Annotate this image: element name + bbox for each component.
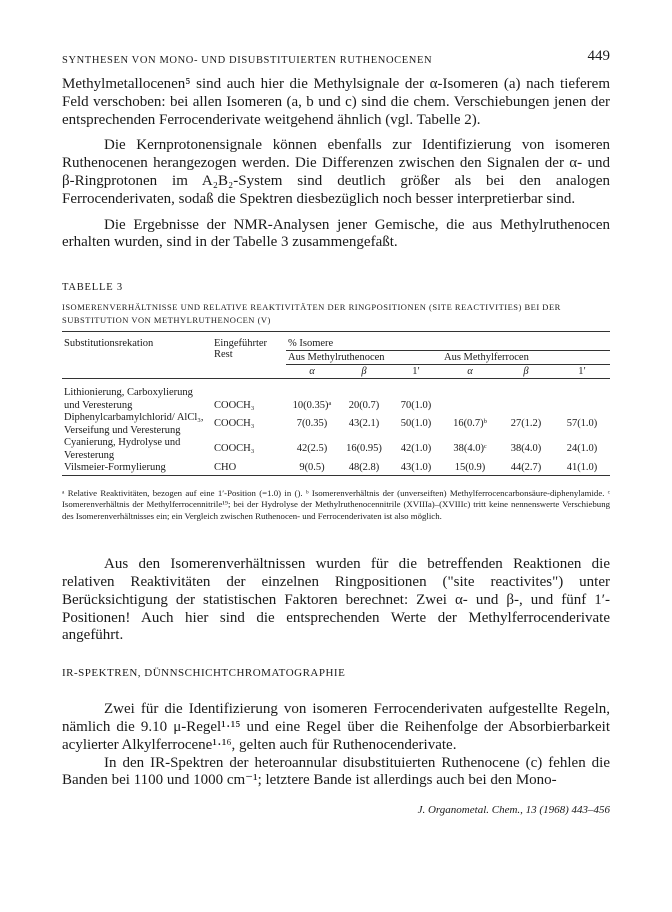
cell-reaction: Lithionierung, Carboxylierung und Veresterung — [64, 387, 193, 411]
table-body — [62, 379, 610, 476]
cell-fe-alpha: 38(4.0)ᶜ — [453, 443, 487, 455]
section-heading: IR-SPEKTREN, DÜNNSCHICHTCHROMATOGRAPHIE — [62, 667, 346, 680]
page-number: 449 — [587, 48, 610, 64]
cell-fe-prime — [554, 379, 610, 413]
cell-ru-beta: 48(2.8) — [338, 462, 390, 475]
header-ru-prime: 1′ — [390, 365, 442, 379]
header-reaction: Substitutionsrekation — [62, 332, 212, 379]
cell-ru-prime: 43(1.0) — [390, 462, 442, 475]
header-ru-beta: β — [338, 365, 390, 379]
table-row — [62, 379, 610, 413]
cell-ru-beta: 20(0.7) — [348, 399, 380, 411]
table-caption: TABELLE 3 — [62, 282, 123, 294]
paragraph-2: Die Kernprotonensignale können ebenfalls zur Identifizierung von isomeren Ruthenocenen herangezogen werden. Die Differenzen zwischen den Signalen der α- und β-Ringprotonen im A₂B₂-System sind deutlich größer als bei den analogen Ferrocenderivaten, sodaß die Spektren diesbezüglich noch besser interpretierbar sind. — [62, 137, 610, 207]
page — [62, 48, 610, 817]
cell-fe-beta: 44(2.7) — [498, 462, 554, 475]
header-group-ru: Aus Methylruthenocen — [286, 351, 442, 365]
cell-reaction: Cyanierung, Hydrolyse und Veresterung — [64, 437, 181, 461]
paragraph-3: Die Ergebnisse der NMR-Analysen jener Gemische, die aus Methylruthenocen erhalten wurden, sind in der Tabelle 3 zusammengefaßt. — [62, 216, 610, 251]
cell-ru-alpha: 7(0.35) — [296, 418, 328, 430]
cell-rest: COOCH₃ — [214, 418, 255, 430]
cell-fe-alpha: 16(0.7)ᵇ — [453, 418, 487, 430]
header-fe-prime: 1′ — [554, 365, 610, 379]
table-row — [62, 462, 610, 475]
cell-ru-beta: 16(0.95) — [346, 443, 382, 455]
cell-rest: COOCH₃ — [214, 443, 255, 455]
cell-rest: CHO — [212, 462, 286, 475]
running-title: SYNTHESEN VON MONO- UND DISUBSTITUIERTEN RUTHENOCENEN — [62, 55, 433, 66]
cell-reaction: Diphenylcarbamylchlorid/ AlCl₃, Verseifung und Veresterung — [64, 412, 204, 436]
cell-ru-prime: 42(1.0) — [400, 443, 432, 455]
cell-ru-alpha: 10(0.35)ᵃ — [292, 399, 332, 411]
header-isomere: % Isomere — [286, 332, 610, 351]
cell-ru-beta: 43(2.1) — [348, 418, 380, 430]
cell-ru-prime: 50(1.0) — [400, 418, 432, 430]
cell-fe-alpha: 15(0.9) — [442, 462, 498, 475]
paragraph-6: In den IR-Spektren der heteroannular disubstituierten Ruthenocene (c) fehlen die Banden bei 1100 und 1000 cm⁻¹; letztere Bande ist allerdings auch bei den Mono- — [62, 754, 610, 789]
isomer-table — [62, 331, 610, 476]
header-fe-alpha: α — [442, 365, 498, 379]
table-subtitle: ISOMERENVERHÄLTNISSE UND RELATIVE REAKTIVITÄTEN DER RINGPOSITIONEN (SITE REACTIVITIES) BEI DER SUBSTITUTION VON METHYLRUTHENOCEN (V) — [62, 302, 561, 326]
cell-ru-prime: 70(1.0) — [400, 399, 432, 411]
paragraph-1: Methylmetallocenen⁵ sind auch hier die Methylsignale der α-Isomeren (a) nach tieferem Feld verschoben: bei allen Isomeren (a, b und c) sind die chem. Verschiebungen jenen der entsprechenden Ferrocenderivate weitgehend ähnlich (vgl. Tabelle 2). — [62, 76, 610, 128]
cell-fe-prime: 41(1.0) — [554, 462, 610, 475]
cell-fe-prime: 57(1.0) — [566, 418, 598, 430]
header-group-fe: Aus Methylferrocen — [442, 351, 610, 365]
header-ru-alpha: α — [286, 365, 338, 379]
table-footnote: ᵃ Relative Reaktivitäten, bezogen auf eine 1′-Position (=1.0) in (). ᵇ Isomerenverhältnis der (unverseiften) Methylferrocencarbonsäure-diphenylamide. ᶜ Isomerenverhältnis der Methylferrocennitrile¹⁹; bei der Hydrolyse der Methylruthenocennitrile (XVIIIa)–(XVIIIc) tritt keine nennenswerte Verschiebung des Isomerenverhältnisses ein; ein Vergleich zwischen Ruthenocen- und Ferrocenderivaten ist also möglich. — [62, 487, 610, 521]
cell-fe-prime: 24(1.0) — [566, 443, 598, 455]
cell-rest: COOCH₃ — [214, 399, 255, 411]
cell-fe-beta: 27(1.2) — [510, 418, 542, 430]
paragraph-4: Aus den Isomerenverhältnissen wurden für die betreffenden Reaktionen die relativen Reaktivitäten der einzelnen Ringpositionen ("site reactivites") unter Berücksichtigung der statistischen Faktoren berechnet: Zwei α- und β-, und fünf 1′-Positionen! Auch hier sind die entsprechenden Werte der Methylferrocenderivate angeführt. — [62, 556, 610, 644]
table-row — [62, 412, 610, 437]
cell-fe-beta: 38(4.0) — [510, 443, 542, 455]
cell-ru-alpha: 9(0.5) — [286, 462, 338, 475]
cell-ru-alpha: 42(2.5) — [296, 443, 328, 455]
journal-citation: J. Organometal. Chem., 13 (1968) 443–456 — [417, 804, 610, 817]
running-header — [62, 50, 610, 70]
header-rest: Eingeführter Rest — [212, 332, 286, 379]
cell-fe-alpha — [442, 379, 498, 413]
header-fe-beta: β — [498, 365, 554, 379]
cell-reaction: Vilsmeier-Formylierung — [62, 462, 212, 475]
cell-fe-beta — [498, 379, 554, 413]
table-row — [62, 437, 610, 462]
paragraph-5: Zwei für die Identifizierung von isomeren Ferrocenderivaten aufgestellte Regeln, nämlich die 9.10 μ-Regel¹·¹⁵ und eine Regel über die Reihenfolge der Absorbierbarkeit acylierter Alkylferrocene¹·¹⁶, gelten auch für Ruthenocenderivate. — [62, 701, 610, 753]
